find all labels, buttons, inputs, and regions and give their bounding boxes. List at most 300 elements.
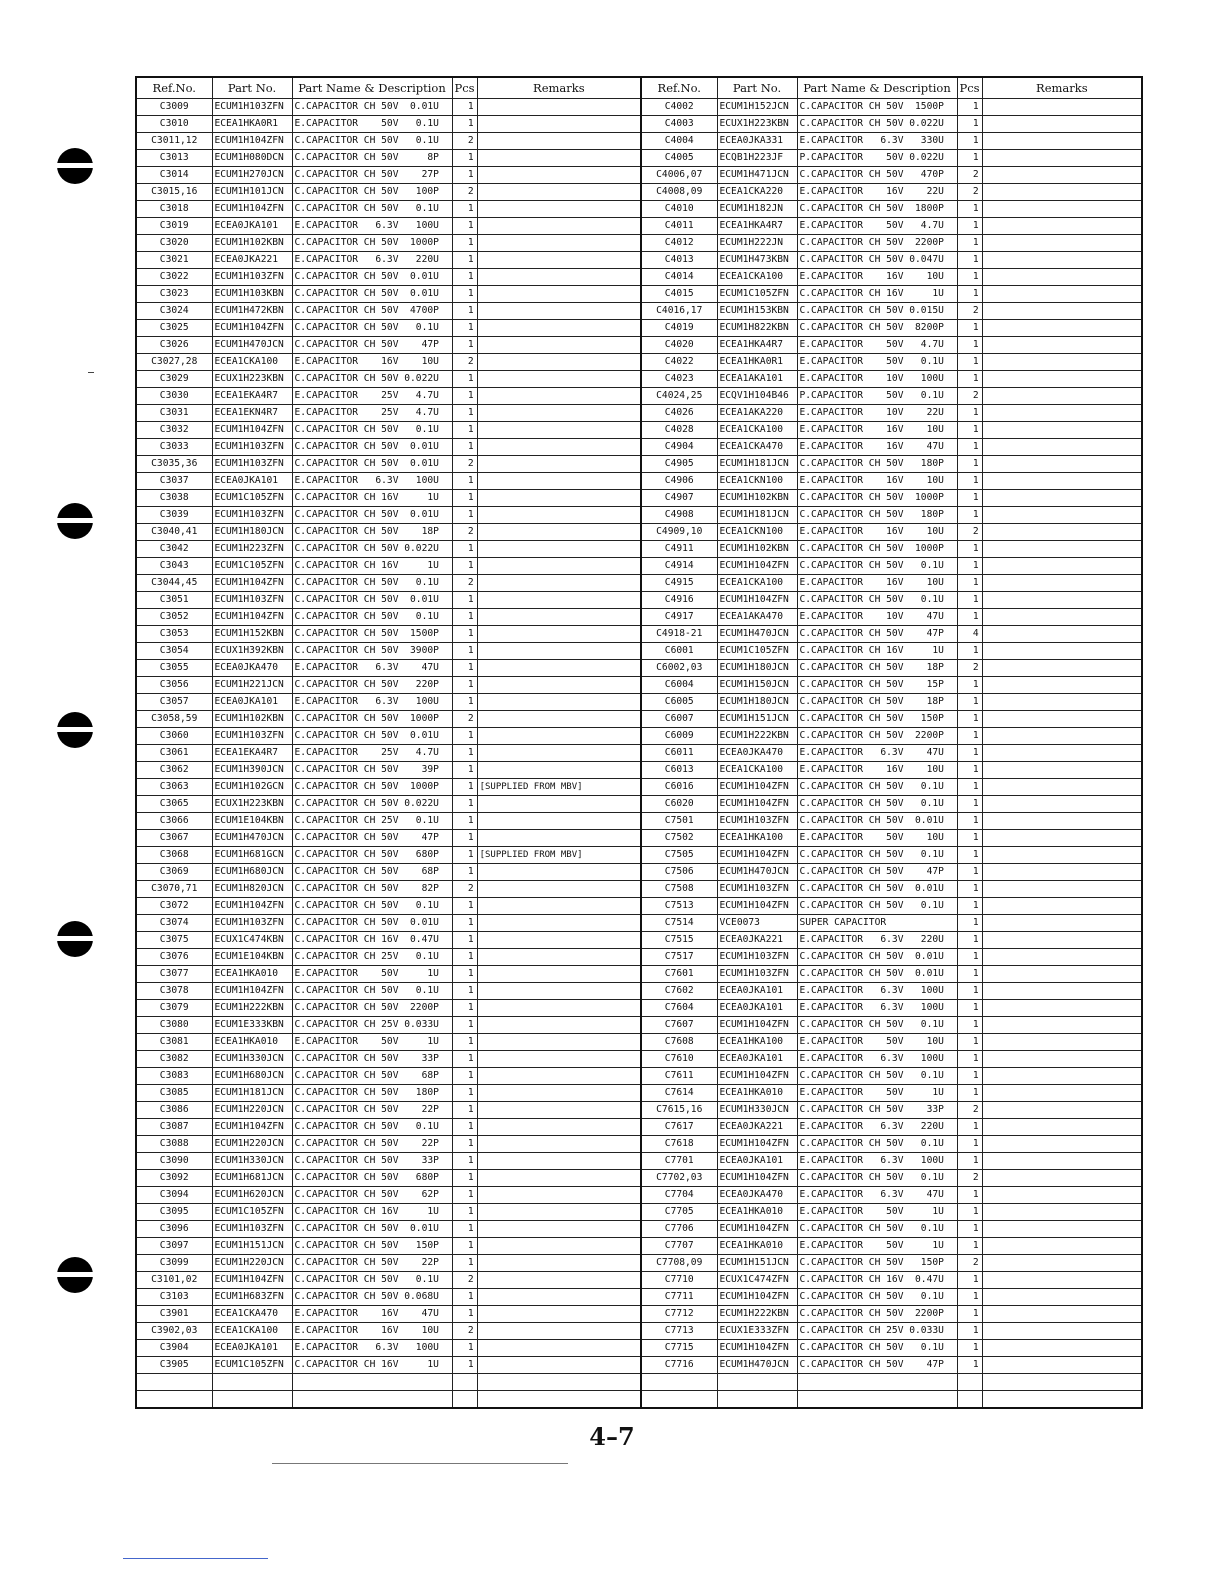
- part-no-cell: ECUM1H104ZFN: [212, 983, 292, 1000]
- table-header-row: [641, 77, 1142, 99]
- pcs-cell: 1: [452, 1085, 477, 1102]
- ref-no-cell: C4908: [641, 507, 717, 524]
- ref-no-cell: C4011: [641, 218, 717, 235]
- description-cell: C.CAPACITOR CH 50V 180P: [797, 456, 957, 473]
- ref-no-cell: C7713: [641, 1323, 717, 1340]
- pcs-cell: 2: [452, 456, 477, 473]
- table-row: [641, 1272, 1142, 1289]
- ref-no-cell: C7715: [641, 1340, 717, 1357]
- description-cell: C.CAPACITOR CH 50V 22P: [292, 1136, 452, 1153]
- remarks-cell: [477, 745, 641, 762]
- pcs-cell: 1: [957, 1017, 982, 1034]
- ref-no-cell: C6020: [641, 796, 717, 813]
- remarks-cell: [982, 1085, 1142, 1102]
- empty-cell: [212, 1391, 292, 1409]
- table-row: [136, 405, 641, 422]
- part-no-cell: ECUM1H681JCN: [212, 1170, 292, 1187]
- description-cell: C.CAPACITOR CH 50V 2200P: [797, 728, 957, 745]
- ref-no-cell: C3022: [136, 269, 212, 286]
- part-no-cell: ECUM1H471JCN: [717, 167, 797, 184]
- pcs-cell: 1: [957, 847, 982, 864]
- part-no-cell: ECUM1H180JCN: [717, 694, 797, 711]
- ref-no-cell: C3057: [136, 694, 212, 711]
- pcs-cell: 1: [957, 269, 982, 286]
- part-no-cell: ECEA1CKA470: [717, 439, 797, 456]
- table-row: [136, 371, 641, 388]
- remarks-cell: [477, 1306, 641, 1323]
- ref-no-cell: C4002: [641, 99, 717, 116]
- remarks-cell: [477, 966, 641, 983]
- pcs-cell: 1: [957, 252, 982, 269]
- remarks-cell: [477, 150, 641, 167]
- remarks-cell: [477, 1017, 641, 1034]
- remarks-cell: [982, 1204, 1142, 1221]
- table-row: [136, 337, 641, 354]
- description-cell: P.CAPACITOR 50V 0.1U: [797, 388, 957, 405]
- table-row: [136, 745, 641, 762]
- table-row: [136, 915, 641, 932]
- pcs-cell: 2: [452, 184, 477, 201]
- table-row: [136, 1102, 641, 1119]
- pcs-cell: 1: [452, 422, 477, 439]
- remarks-cell: [982, 813, 1142, 830]
- pcs-cell: 1: [957, 745, 982, 762]
- ref-no-cell: C3080: [136, 1017, 212, 1034]
- ref-no-cell: C6013: [641, 762, 717, 779]
- pcs-cell: 1: [452, 150, 477, 167]
- remarks-cell: [477, 898, 641, 915]
- table-row: [136, 1255, 641, 1272]
- part-no-cell: ECEA0JKA101: [212, 218, 292, 235]
- empty-row: [136, 1374, 641, 1391]
- description-cell: C.CAPACITOR CH 50V 1500P: [292, 626, 452, 643]
- description-cell: C.CAPACITOR CH 50V 0.022U: [292, 541, 452, 558]
- table-row: [641, 745, 1142, 762]
- table-row: [136, 1204, 641, 1221]
- description-cell: C.CAPACITOR CH 50V 0.01U: [797, 813, 957, 830]
- table-row: [136, 592, 641, 609]
- pcs-cell: 1: [452, 1340, 477, 1357]
- ref-no-cell: C4911: [641, 541, 717, 558]
- ref-no-cell: C3094: [136, 1187, 212, 1204]
- ref-no-cell: C3099: [136, 1255, 212, 1272]
- ref-no-cell: C3021: [136, 252, 212, 269]
- table-row: [136, 1119, 641, 1136]
- table-row: [641, 983, 1142, 1000]
- pcs-cell: 1: [452, 1357, 477, 1374]
- pcs-cell: 1: [452, 405, 477, 422]
- part-no-cell: ECEA0JKA101: [212, 694, 292, 711]
- description-cell: E.CAPACITOR 6.3V 220U: [797, 1119, 957, 1136]
- ref-no-cell: C7704: [641, 1187, 717, 1204]
- remarks-cell: [982, 1340, 1142, 1357]
- part-no-cell: ECEA1HKA0R1: [212, 116, 292, 133]
- table-row: [136, 507, 641, 524]
- description-cell: C.CAPACITOR CH 50V 8200P: [797, 320, 957, 337]
- description-cell: C.CAPACITOR CH 50V 180P: [292, 1085, 452, 1102]
- ref-no-cell: C6001: [641, 643, 717, 660]
- part-no-cell: ECUM1H104ZFN: [717, 1068, 797, 1085]
- pcs-cell: 1: [452, 252, 477, 269]
- table-row: [641, 609, 1142, 626]
- description-cell: E.CAPACITOR 6.3V 47U: [797, 745, 957, 762]
- part-no-cell: ECEA1CKA100: [212, 354, 292, 371]
- part-no-cell: ECUX1C474ZFN: [717, 1272, 797, 1289]
- ref-no-cell: C3902,03: [136, 1323, 212, 1340]
- description-cell: E.CAPACITOR 6.3V 100U: [797, 1051, 957, 1068]
- remarks-cell: [477, 354, 641, 371]
- table-row: [136, 1221, 641, 1238]
- ref-no-cell: C4019: [641, 320, 717, 337]
- remarks-cell: [477, 626, 641, 643]
- table-row: [136, 354, 641, 371]
- ref-no-cell: C3024: [136, 303, 212, 320]
- pcs-cell: 1: [957, 915, 982, 932]
- ref-no-cell: C3086: [136, 1102, 212, 1119]
- ref-no-cell: C3901: [136, 1306, 212, 1323]
- pcs-cell: 1: [452, 660, 477, 677]
- table-row: [136, 1187, 641, 1204]
- punch-hole-icon: [57, 1257, 93, 1293]
- ref-no-cell: C6005: [641, 694, 717, 711]
- remarks-cell: [477, 1323, 641, 1340]
- description-cell: C.CAPACITOR CH 50V 0.01U: [292, 592, 452, 609]
- remarks-cell: [477, 1187, 641, 1204]
- part-no-cell: ECUM1H103ZFN: [212, 439, 292, 456]
- description-cell: C.CAPACITOR CH 50V 1000P: [292, 779, 452, 796]
- part-no-cell: ECUM1E104KBN: [212, 813, 292, 830]
- remarks-cell: [477, 490, 641, 507]
- remarks-cell: [477, 1272, 641, 1289]
- pcs-cell: 1: [452, 201, 477, 218]
- empty-cell: [717, 1391, 797, 1409]
- table-row: [641, 1034, 1142, 1051]
- remarks-cell: [982, 252, 1142, 269]
- part-no-cell: ECUM1H222KBN: [717, 1306, 797, 1323]
- pcs-cell: 1: [452, 762, 477, 779]
- pcs-cell: 1: [452, 320, 477, 337]
- table-row: [641, 830, 1142, 847]
- remarks-cell: [477, 677, 641, 694]
- pcs-cell: 1: [452, 1238, 477, 1255]
- remarks-cell: [477, 422, 641, 439]
- pcs-cell: 1: [452, 218, 477, 235]
- header-ref-no: Ref.No.: [641, 77, 717, 99]
- description-cell: C.CAPACITOR CH 50V 33P: [292, 1051, 452, 1068]
- pcs-cell: 1: [957, 558, 982, 575]
- remarks-cell: [982, 167, 1142, 184]
- part-no-cell: ECUM1H220JCN: [212, 1136, 292, 1153]
- ref-no-cell: C7604: [641, 1000, 717, 1017]
- empty-cell: [292, 1374, 452, 1391]
- ref-no-cell: C4905: [641, 456, 717, 473]
- ref-no-cell: C4914: [641, 558, 717, 575]
- remarks-cell: [982, 507, 1142, 524]
- remarks-cell: [982, 626, 1142, 643]
- part-no-cell: ECUM1C105ZFN: [717, 286, 797, 303]
- part-no-cell: ECEA0JKA470: [212, 660, 292, 677]
- table-row: [136, 269, 641, 286]
- remarks-cell: [477, 1000, 641, 1017]
- divider-line: [272, 1463, 568, 1464]
- ref-no-cell: C4023: [641, 371, 717, 388]
- pcs-cell: 1: [957, 1272, 982, 1289]
- remarks-cell: [477, 303, 641, 320]
- remarks-cell: [477, 1357, 641, 1374]
- ref-no-cell: C3095: [136, 1204, 212, 1221]
- pcs-cell: 1: [957, 643, 982, 660]
- remarks-cell: [477, 1238, 641, 1255]
- pcs-cell: 2: [452, 575, 477, 592]
- description-cell: E.CAPACITOR 6.3V 47U: [797, 1187, 957, 1204]
- table-row: [641, 694, 1142, 711]
- part-no-cell: ECUM1H180JCN: [717, 660, 797, 677]
- remarks-cell: [982, 643, 1142, 660]
- part-no-cell: ECUM1C105ZFN: [212, 1204, 292, 1221]
- part-no-cell: ECUM1H681GCN: [212, 847, 292, 864]
- table-row: [641, 575, 1142, 592]
- header-ref-no: Ref.No.: [136, 77, 212, 99]
- part-no-cell: ECUM1H104ZFN: [212, 320, 292, 337]
- remarks-cell: [982, 1187, 1142, 1204]
- ref-no-cell: C6007: [641, 711, 717, 728]
- ref-no-cell: C3029: [136, 371, 212, 388]
- remarks-cell: [982, 1017, 1142, 1034]
- remarks-cell: [982, 1238, 1142, 1255]
- remarks-cell: [982, 133, 1142, 150]
- ref-no-cell: C3020: [136, 235, 212, 252]
- description-cell: C.CAPACITOR CH 16V 0.47U: [292, 932, 452, 949]
- header-remarks: Remarks: [477, 77, 641, 99]
- part-no-cell: ECUM1H151JCN: [212, 1238, 292, 1255]
- part-no-cell: ECEA0JKA331: [717, 133, 797, 150]
- remarks-cell: [477, 405, 641, 422]
- part-no-cell: ECUM1E104KBN: [212, 949, 292, 966]
- ref-no-cell: C7711: [641, 1289, 717, 1306]
- table-row: [641, 1323, 1142, 1340]
- table-row: [136, 1289, 641, 1306]
- table-row: [136, 286, 641, 303]
- ref-no-cell: C3078: [136, 983, 212, 1000]
- remarks-cell: [477, 371, 641, 388]
- part-no-cell: ECUM1H470JCN: [212, 830, 292, 847]
- part-no-cell: ECUM1H820JCN: [212, 881, 292, 898]
- ref-no-cell: C4012: [641, 235, 717, 252]
- part-no-cell: ECUM1H270JCN: [212, 167, 292, 184]
- part-no-cell: ECUM1H680JCN: [212, 1068, 292, 1085]
- remarks-cell: [982, 915, 1142, 932]
- pcs-cell: 1: [452, 286, 477, 303]
- pcs-cell: 2: [452, 354, 477, 371]
- pcs-cell: 1: [452, 1221, 477, 1238]
- table-row: [641, 116, 1142, 133]
- ref-no-cell: C7705: [641, 1204, 717, 1221]
- ref-no-cell: C3056: [136, 677, 212, 694]
- remarks-cell: [477, 99, 641, 116]
- remarks-cell: [477, 1119, 641, 1136]
- remarks-cell: [982, 694, 1142, 711]
- pcs-cell: 1: [452, 864, 477, 881]
- description-cell: C.CAPACITOR CH 50V 3900P: [292, 643, 452, 660]
- pcs-cell: 1: [957, 1340, 982, 1357]
- remarks-cell: [477, 524, 641, 541]
- table-row: [641, 337, 1142, 354]
- ref-no-cell: C3038: [136, 490, 212, 507]
- table-row: [641, 864, 1142, 881]
- pcs-cell: 1: [452, 966, 477, 983]
- description-cell: C.CAPACITOR CH 50V 0.1U: [797, 1340, 957, 1357]
- ref-no-cell: C7501: [641, 813, 717, 830]
- description-cell: C.CAPACITOR CH 25V 0.1U: [292, 813, 452, 830]
- pcs-cell: 2: [957, 388, 982, 405]
- remarks-cell: [982, 541, 1142, 558]
- table-row: [136, 1085, 641, 1102]
- table-row: [641, 813, 1142, 830]
- pcs-cell: 1: [957, 1357, 982, 1374]
- pcs-cell: 1: [957, 201, 982, 218]
- description-cell: C.CAPACITOR CH 50V 0.01U: [292, 269, 452, 286]
- table-row: [641, 388, 1142, 405]
- remarks-cell: [982, 983, 1142, 1000]
- description-cell: C.CAPACITOR CH 25V 0.033U: [292, 1017, 452, 1034]
- table-row: [641, 1289, 1142, 1306]
- pcs-cell: 1: [452, 116, 477, 133]
- description-cell: C.CAPACITOR CH 50V 0.1U: [797, 1289, 957, 1306]
- remarks-cell: [477, 660, 641, 677]
- ref-no-cell: C3069: [136, 864, 212, 881]
- remarks-cell: [982, 660, 1142, 677]
- part-no-cell: ECUM1C105ZFN: [212, 558, 292, 575]
- pcs-cell: 1: [452, 609, 477, 626]
- ref-no-cell: C3068: [136, 847, 212, 864]
- remarks-cell: [477, 541, 641, 558]
- part-no-cell: ECEA1HKA100: [717, 830, 797, 847]
- remarks-cell: [982, 235, 1142, 252]
- ref-no-cell: C4005: [641, 150, 717, 167]
- description-cell: C.CAPACITOR CH 50V 0.1U: [292, 609, 452, 626]
- ref-no-cell: C7716: [641, 1357, 717, 1374]
- table-row: [136, 524, 641, 541]
- ref-no-cell: C3074: [136, 915, 212, 932]
- description-cell: C.CAPACITOR CH 50V 0.1U: [292, 422, 452, 439]
- ref-no-cell: C7514: [641, 915, 717, 932]
- pcs-cell: 1: [957, 1221, 982, 1238]
- pcs-cell: 1: [957, 99, 982, 116]
- pcs-cell: 1: [957, 1136, 982, 1153]
- pcs-cell: 1: [957, 456, 982, 473]
- part-no-cell: ECUM1H104ZFN: [212, 609, 292, 626]
- remarks-cell: [982, 422, 1142, 439]
- header-part-no: Part No.: [212, 77, 292, 99]
- pcs-cell: 1: [452, 728, 477, 745]
- remarks-cell: [477, 1289, 641, 1306]
- pcs-cell: 2: [957, 1170, 982, 1187]
- description-cell: C.CAPACITOR CH 50V 470P: [797, 167, 957, 184]
- part-no-cell: ECUM1H221JCN: [212, 677, 292, 694]
- part-no-cell: ECUM1H330JCN: [212, 1051, 292, 1068]
- pcs-cell: 4: [957, 626, 982, 643]
- empty-cell: [212, 1374, 292, 1391]
- remarks-cell: [982, 286, 1142, 303]
- remarks-cell: [477, 388, 641, 405]
- pcs-cell: 1: [957, 677, 982, 694]
- empty-cell: [717, 1374, 797, 1391]
- ref-no-cell: C4013: [641, 252, 717, 269]
- ref-no-cell: C7712: [641, 1306, 717, 1323]
- description-cell: C.CAPACITOR CH 50V 0.047U: [797, 252, 957, 269]
- pcs-cell: 1: [957, 1289, 982, 1306]
- pcs-cell: 1: [957, 235, 982, 252]
- part-no-cell: ECUM1H680JCN: [212, 864, 292, 881]
- table-row: [136, 456, 641, 473]
- table-row: [136, 626, 641, 643]
- part-no-cell: ECEA0JKA470: [717, 1187, 797, 1204]
- ref-no-cell: C3051: [136, 592, 212, 609]
- pcs-cell: 1: [957, 779, 982, 796]
- pcs-cell: 1: [452, 1187, 477, 1204]
- description-cell: E.CAPACITOR 16V 10U: [292, 1323, 452, 1340]
- empty-cell: [957, 1391, 982, 1409]
- part-no-cell: ECUM1H102KBN: [212, 711, 292, 728]
- part-no-cell: ECUM1H153KBN: [717, 303, 797, 320]
- part-no-cell: ECQV1H104B46: [717, 388, 797, 405]
- description-cell: C.CAPACITOR CH 50V 0.022U: [292, 796, 452, 813]
- description-cell: C.CAPACITOR CH 50V 680P: [292, 1170, 452, 1187]
- table-row: [136, 252, 641, 269]
- remarks-cell: [477, 218, 641, 235]
- table-header-row: [136, 77, 641, 99]
- remarks-cell: [477, 1068, 641, 1085]
- remarks-cell: [982, 762, 1142, 779]
- part-no-cell: ECUM1H151JCN: [717, 1255, 797, 1272]
- pcs-cell: 1: [957, 405, 982, 422]
- table-row: [641, 847, 1142, 864]
- ref-no-cell: C7710: [641, 1272, 717, 1289]
- description-cell: E.CAPACITOR 50V 1U: [797, 1238, 957, 1255]
- part-no-cell: ECUM1H222JN: [717, 235, 797, 252]
- part-no-cell: ECEA0JKA101: [717, 983, 797, 1000]
- pcs-cell: 1: [957, 881, 982, 898]
- remarks-cell: [982, 745, 1142, 762]
- pcs-cell: 1: [452, 1170, 477, 1187]
- ref-no-cell: C3096: [136, 1221, 212, 1238]
- description-cell: E.CAPACITOR 10V 100U: [797, 371, 957, 388]
- table-row: [136, 1136, 641, 1153]
- table-row: [641, 1051, 1142, 1068]
- pcs-cell: 1: [957, 150, 982, 167]
- table-row: [136, 1238, 641, 1255]
- pcs-cell: 1: [452, 1034, 477, 1051]
- remarks-cell: [477, 1102, 641, 1119]
- description-cell: E.CAPACITOR 6.3V 100U: [797, 1153, 957, 1170]
- header-remarks: Remarks: [982, 77, 1142, 99]
- pcs-cell: 1: [957, 1085, 982, 1102]
- part-no-cell: ECEA1AKA220: [717, 405, 797, 422]
- description-cell: E.CAPACITOR 50V 10U: [797, 830, 957, 847]
- ref-no-cell: C7614: [641, 1085, 717, 1102]
- punch-hole-icon: [57, 712, 93, 748]
- pcs-cell: 1: [452, 99, 477, 116]
- remarks-cell: [982, 388, 1142, 405]
- remarks-cell: [477, 1034, 641, 1051]
- pcs-cell: 1: [452, 269, 477, 286]
- pcs-cell: 1: [452, 1119, 477, 1136]
- ref-no-cell: C3058,59: [136, 711, 212, 728]
- remarks-cell: [982, 558, 1142, 575]
- ref-no-cell: C4015: [641, 286, 717, 303]
- ref-no-cell: C7617: [641, 1119, 717, 1136]
- remarks-cell: [477, 116, 641, 133]
